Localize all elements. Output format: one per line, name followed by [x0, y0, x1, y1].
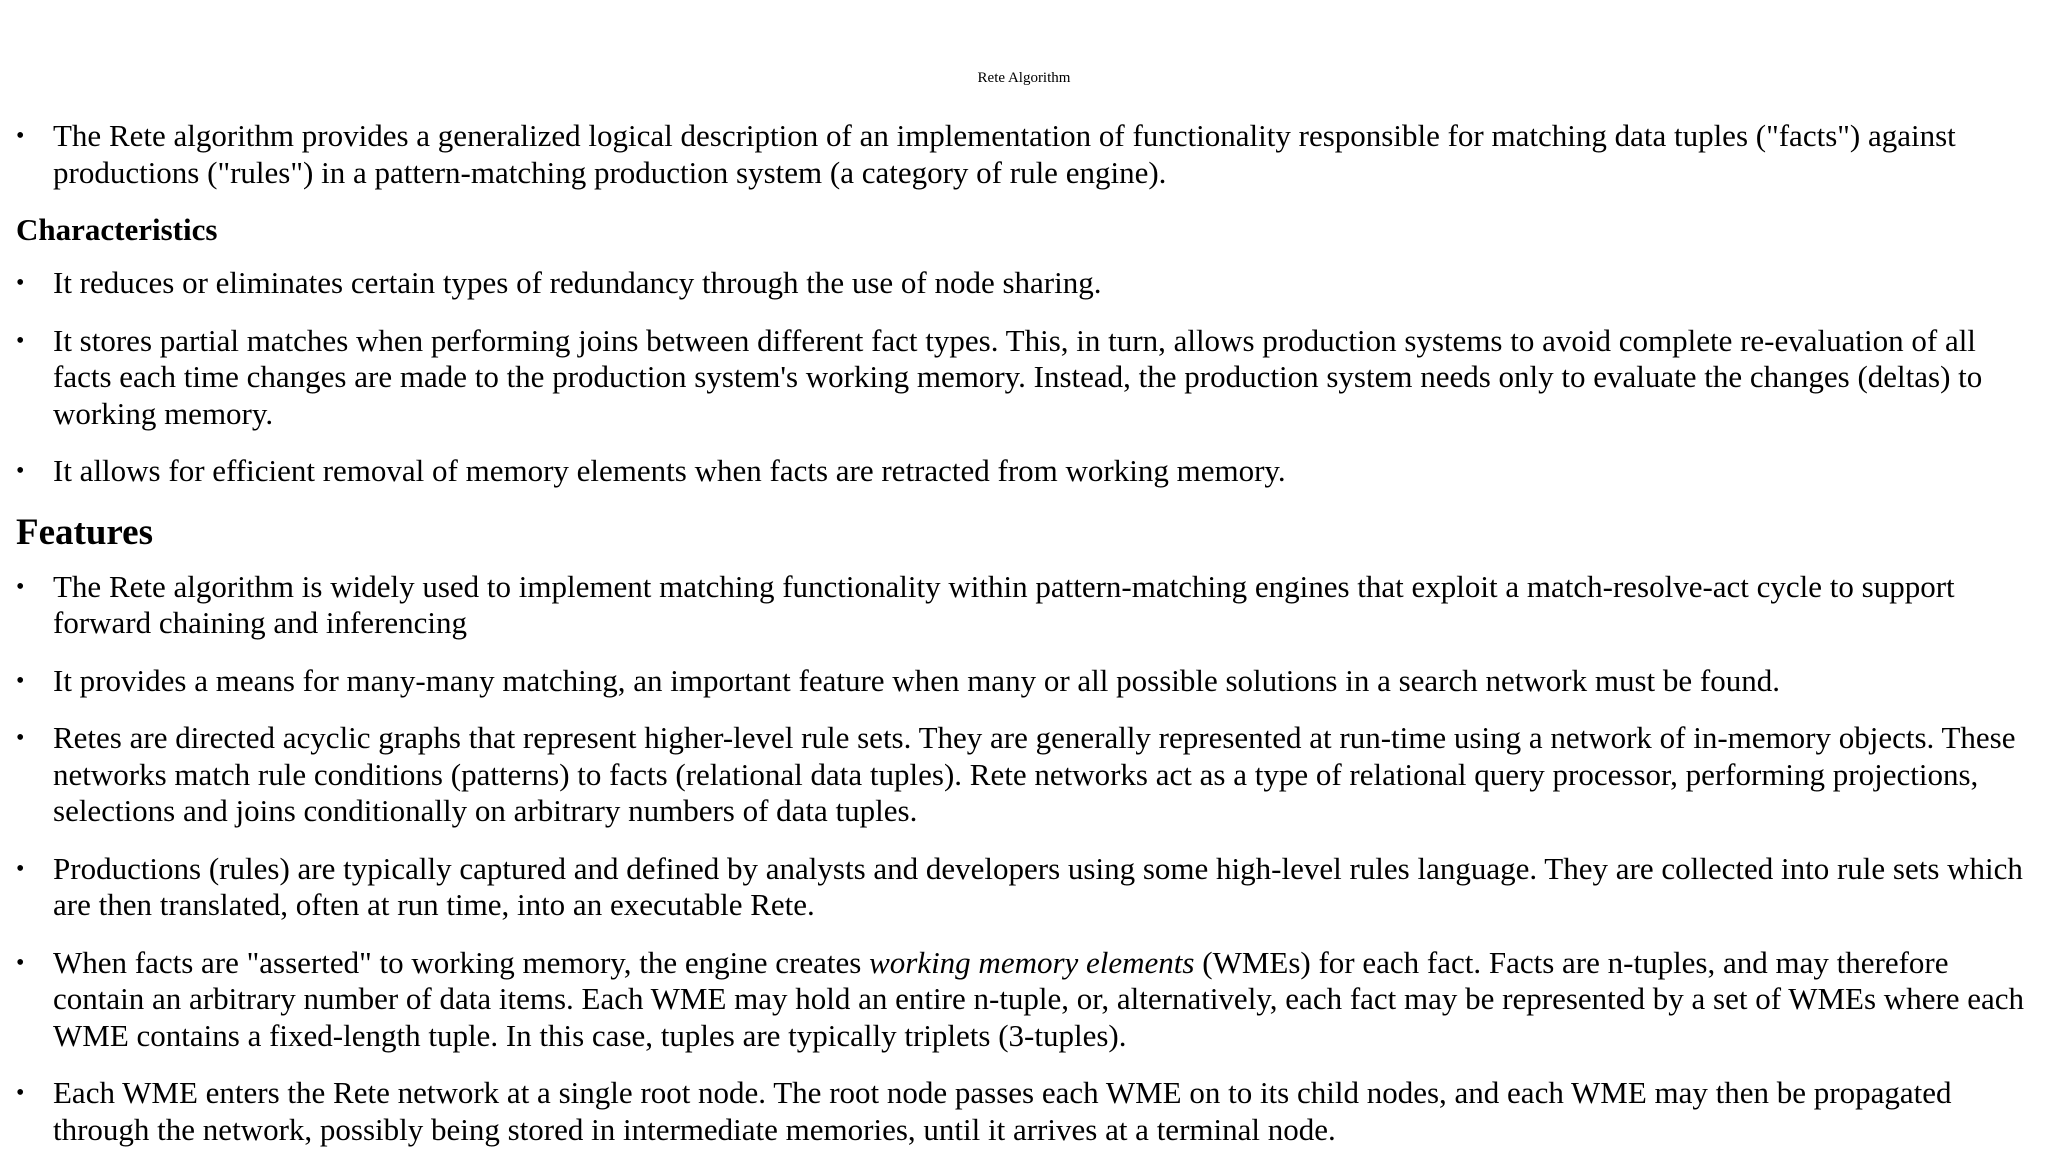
features-list [16, 569, 2036, 1149]
document-body [16, 118, 2036, 1152]
characteristics-bullet: • It reduces or eliminates certain types of redundancy through the use of node sharing. [16, 265, 2036, 302]
features-bullet: • Productions (rules) are typically captured and defined by analysts and developers using some high-level rules language. They are collected into rule sets which are then translated, often at run time, into an executable Rete. [16, 851, 2036, 924]
characteristics-heading: Characteristics [16, 212, 218, 247]
features-bullet: • Retes are directed acyclic graphs that represent higher-level rule sets. They are generally represented at run-time using a network of in-memory objects. These networks match rule conditions (patterns) to facts (relational data tuples). Rete networks act as a type of relational query processor, performing projections, selections and joins conditionally on arbitrary numbers of data tuples. [16, 720, 2036, 830]
features-bullet: • The Rete algorithm is widely used to implement matching functionality within pattern-matching engines that exploit a match-resolve-act cycle to support forward chaining and inferencing [16, 569, 2036, 642]
wme-emphasis: working memory elements [869, 944, 1195, 980]
characteristics-bullet: • It stores partial matches when performing joins between different fact types. This, in turn, allows production systems to avoid complete re-evaluation of all facts each time changes are made to the production system's working memory. Instead, the production system needs only to evaluate the changes (deltas) to working memory. [16, 323, 2036, 433]
characteristics-list [16, 265, 2036, 490]
document-title: Rete Algorithm [977, 70, 1071, 86]
characteristics-bullet: • It allows for efficient removal of memory elements when facts are retracted from working memory. [16, 453, 2036, 490]
features-heading: Features [16, 511, 153, 553]
features-bullet-wme [16, 945, 2036, 1055]
intro-bullet: • The Rete algorithm provides a generalized logical description of an implementation of functionality responsible for matching data tuples ("facts") against productions ("rules") in a pattern-matching production system (a category of rule engine). [16, 118, 2036, 191]
intro-list [16, 118, 2036, 191]
wme-text-after: (WMEs) for each fact. Facts are n-tuples, and may therefore contain an arbitrary number of data items. Each WME may hold an entire n-tuple, or, alternatively, each fact may be represented by a set of WMEs where each WME contains a fixed-length tuple. In this case, tuples are typically triplets (3-tuples). [53, 944, 2025, 1053]
features-bullet: • Each WME enters the Rete network at a single root node. The root node passes each WME on to its child nodes, and each WME may then be propagated through the network, possibly being stored in intermediate memories, until it arrives at a terminal node. [16, 1075, 2036, 1148]
features-bullet: • It provides a means for many-many matching, an important feature when many or all possible solutions in a search network must be found. [16, 663, 2036, 700]
wme-text-before: When facts are "asserted" to working memory, the engine creates [53, 944, 870, 980]
